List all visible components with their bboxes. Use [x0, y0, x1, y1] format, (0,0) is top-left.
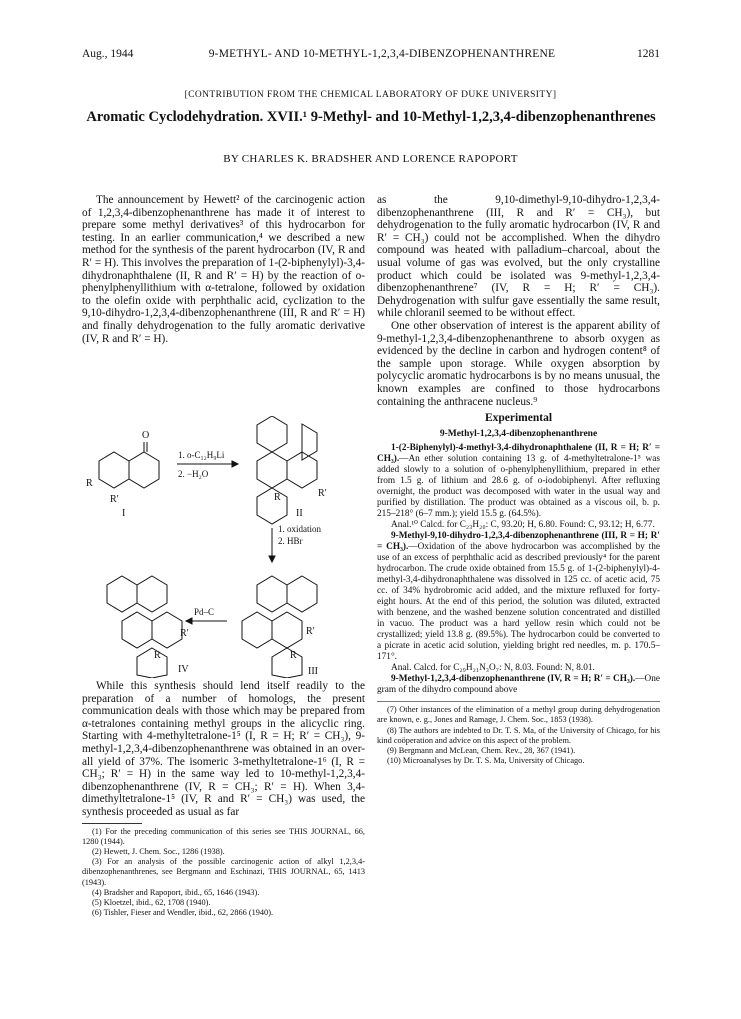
footnote: (5) Kloetzel, ibid., 62, 1708 (1940). — [92, 897, 211, 907]
footnote: (7) Other instances of the elimination of a methyl group during dehydrogenation are known, e. g., Jones and Ramage, J. Chem. Soc., 1853 (1938). — [377, 705, 660, 725]
article-title: Aromatic Cyclodehydration. XVII.¹ 9-Methyl- and 10-Methyl-1,2,3,4-dibenzophenanthrenes — [86, 109, 656, 125]
label-R-III: R — [290, 650, 297, 661]
right-paragraph-1: as the 9,10-dimethyl-9,10-dihydro-1,2,3,4-dibenzophenanthrene (III, R and R′ = CH₃), but dehydrogenation to the fully aromatic hydrocarbon (IV, R and R′ = CH₃) could not be accomplished. When the dihydro compound was heated with palladium–charcoal, about the usual volume of gas was evolved, but the only crystalline product which could be isolated was 9-methyl-1,2,3,4-dibenzophenanthrene⁷ (IV, R = H; R′ = CH₃). Dehydrogenation with sulfur gave essentially the same result, while chloranil seemed to be without effect. — [377, 194, 660, 320]
experiment-1 — [377, 443, 660, 520]
footnote: (6) Tishler, Fieser and Wendler, ibid., 62, 2866 (1940). — [92, 908, 274, 918]
footnote-rule — [82, 823, 142, 824]
hbr-step: 2. HBr — [278, 536, 303, 546]
byline: BY CHARLES K. BRADSHER AND LORENCE RAPOPORT — [223, 153, 518, 165]
experiment-2-heading: 9-Methyl-9,10-dihydro-1,2,3,4-dibenzophenanthrene (III, R = H; R′ = CH₃). — [377, 531, 660, 553]
footnote: (10) Microanalyses by Dr. T. S. Ma, University of Chicago. — [387, 756, 585, 766]
footnote: (4) Bradsher and Rapoport, ibid., 65, 1646 (1943). — [92, 887, 260, 897]
analysis-1: Anal.¹⁰ Calcd. for C₂₃H₂₀: C, 93.20; H, 6.80. Found: C, 93.12; H, 6.77. — [391, 520, 655, 531]
footnote: (3) For an analysis of the possible carcinogenic action of alkyl 1,2,3,4-dibenzophenanthrenes, see Bergmann and Eschinazi, THIS JOURNAL, 65, 1413 (1943). — [82, 857, 365, 887]
left-paragraph-1: The announcement by Hewett² of the carcinogenic action of 1,2,3,4-dibenzophenanthrene has made it of interest to prepare some methyl derivatives³ of this hydrocarbon for testing. In an earlier communication,⁴ we described a new method for the synthesis of the parent hydrocarbon (IV, R and R′ = H). This involves the preparation of 1-(2-biphenylyl)-3,4-dihydronaphthalene (II, R and R′ = H) by the reaction of o-phenylphenyllithium with α-tetralone, followed by oxidation to the olefin oxide with perphthalic acid, cyclization to the 9,10-dihydro-1,2,3,4-dibenzophenanthrene (III, R and R′ = H) and finally dehydrogenation to the fully aromatic derivative (IV, R and R′ = H). — [82, 194, 365, 345]
oxidation-step: 1. oxidation — [278, 524, 321, 534]
experiment-2-text: —Oxidation of the above hydrocarbon was accomplished by the use of an excess of perphthalic acid as described previously⁴ for the parent hydrocarbon. The crude oxide obtained from 15.5 g. of 1-(2-biphenylyl)-4-methyl-3,4-dihydronaphthalene was dissolved in 125 cc. of acetic acid, 75 cc. of 34% hydrobromic acid added, and the mixture refluxed for forty-eight hours. At the end of this period, the solution was diluted, extracted with benzene, and the washed benzene solution concentrated and distilled in vacuo. The product was a hard yellow resin which could not be crystallized; yield 13.8 g. (89.5%). The hydrocarbon could be converted to a picrate in acetic acid solution, yielding bright red needles, m. p. 170.5–171°. — [377, 542, 660, 663]
running-header — [82, 48, 660, 66]
experiment-1-text: —An ether solution containing 13 g. of 4-methyltetralone-1⁵ was added slowly to a solution of o-phenylphenyllithium, prepared in ether from 1.5 g. of lithium and 28.6 g. of o-iodobiphenyl. After refluxing overnight, the product was decomposed with water in the usual way and purified by distillation. The product was obtained as a viscous oil, b. p. 215–218° (6–7 mm.); yield 15.5 g. (64.5%). — [377, 454, 660, 520]
footnote: (9) Bergmann and McLean, Chem. Rev., 28, 367 (1941). — [387, 746, 576, 756]
experimental-body — [377, 443, 660, 696]
left-column-continued — [82, 680, 365, 918]
label-O: O — [142, 430, 150, 441]
footnote: (2) Hewett, J. Chem. Soc., 1286 (1938). — [92, 846, 225, 856]
compound-IV-structure — [107, 576, 182, 678]
label-II: II — [296, 508, 303, 519]
left-footnotes — [82, 827, 365, 919]
right-column — [377, 194, 660, 767]
left-paragraph-2: While this synthesis should lend itself readily to the preparation of a number of homologs, the present communication deals with those which may be prepared from α-tetralones containing methyl groups in the alicyclic ring. Starting with 4-methyltetralone-1⁵ (I, R = H; R′ = CH₃), 9-methyl-1,2,3,4-dibenzophenanthrene was obtained in an over-all yield of 37%. The isomeric 3-methyltetralone-1⁶ (I, R = CH₃; R′ = H) in the same way led to 10-methyl-1,2,3,4-dibenzophenanthrene (IV, R = CH₃; R′ = H). When 3,4-dimethyltetralone-1⁵ (IV, R and R′ = CH₃) was used, the synthesis proceeded as usual as far — [82, 680, 365, 818]
footnote: (1) For the preceding communication of this series see THIS JOURNAL, 66, 1280 (1944). — [82, 826, 365, 846]
label-Rp-II: R′ — [318, 488, 327, 499]
label-R-I: R — [86, 478, 93, 489]
subsection-heading: 9-Methyl-1,2,3,4-dibenzophenanthrene — [439, 428, 598, 439]
label-Rp-IV: R′ — [180, 628, 189, 639]
right-footnotes — [377, 705, 660, 766]
experiment-1-heading: 1-(2-Biphenylyl)-4-methyl-3,4-dihydronaphthalene (II, R = H; R′ = CH₃). — [377, 443, 660, 465]
header-title: 9-METHYL- AND 10-METHYL-1,2,3,4-DIBENZOPHENANTHRENE — [208, 48, 556, 60]
reagent-2: 2. −H₂O — [178, 469, 209, 479]
header-date: Aug., 1944 — [82, 48, 134, 60]
label-IV: IV — [178, 664, 189, 675]
page-number: 1281 — [637, 48, 660, 60]
label-Rp-I: R′ — [110, 494, 119, 505]
reagent-1: 1. o-C₁₂H₉Li — [178, 450, 225, 460]
label-R-II: R — [274, 492, 281, 503]
experiment-3-text: —One gram of the dihydro compound above — [377, 674, 660, 696]
experiment-2 — [377, 531, 660, 663]
label-I: I — [122, 508, 126, 519]
right-paragraph-2: One other observation of interest is the apparent ability of 9-methyl-1,2,3,4-dibenzophenanthrene to absorb oxygen as evidenced by the decline in carbon and hydrogen content⁸ of the sample upon storage. While oxygen absorption by polycyclic aromatic hydrocarbons is by no means unusual, the known examples are confined to those hydrocarbons containing the anthracene nucleus.⁹ — [377, 319, 660, 408]
experiment-3-heading: 9-Methyl-1,2,3,4-dibenzophenanthrene (IV, R = H; R′ = CH₃). — [391, 674, 636, 685]
contribution-line: [CONTRIBUTION FROM THE CHEMICAL LABORATORY OF DUKE UNIVERSITY] — [184, 90, 557, 100]
reaction-scheme — [82, 416, 365, 678]
pd-c-reagent: Pd–C — [194, 607, 215, 617]
footnote-rule-right — [377, 701, 660, 702]
experiment-3 — [377, 674, 660, 696]
label-Rp-III: R′ — [306, 626, 315, 637]
analysis-2: Anal. Calcd. for C₂₉H₂₁N₃O₇: N, 8.03. Found: N, 8.01. — [391, 663, 595, 674]
compound-I-structure — [99, 442, 159, 488]
label-III: III — [308, 666, 318, 677]
left-column-intro — [82, 194, 365, 345]
compound-II-structure — [257, 416, 317, 524]
section-heading: Experimental — [484, 412, 553, 425]
label-R-IV: R — [154, 650, 161, 661]
footnote: (8) The authors are indebted to Dr. T. S. Ma, of the University of Chicago, for his kind coöperation and advice on this aspect of the problem. — [377, 725, 660, 745]
